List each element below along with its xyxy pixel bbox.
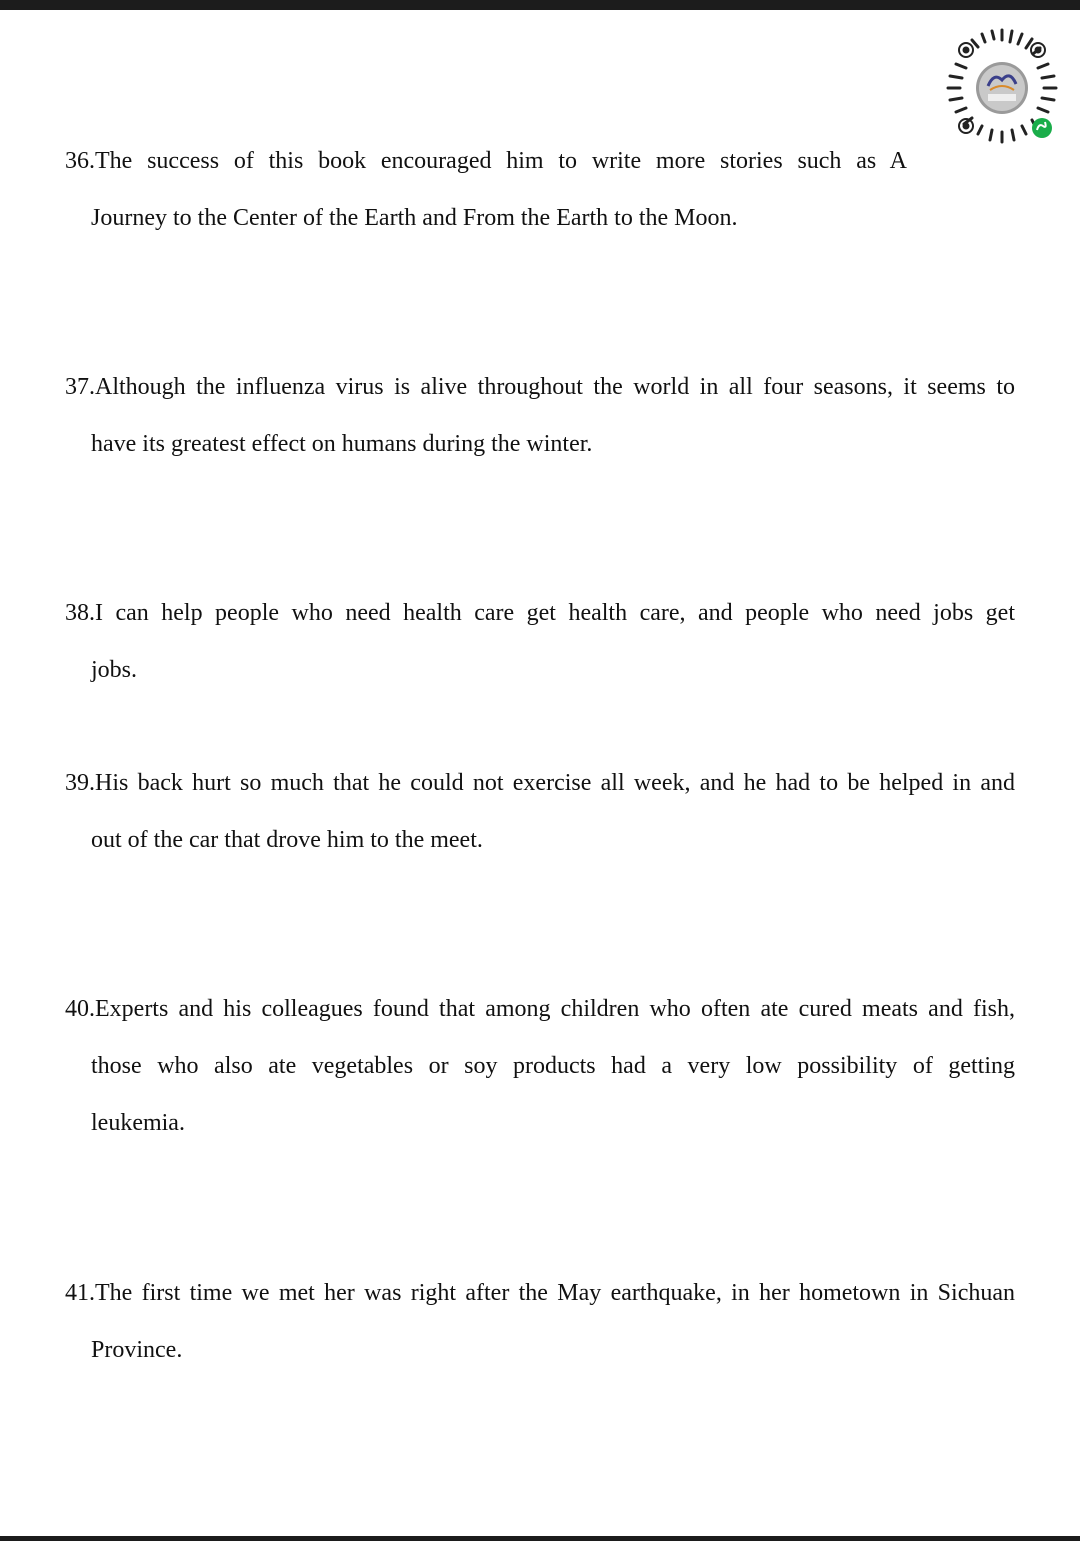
sentence-line: 41.The first time we met her was right after the May earthquake, in her hometown in Sichuan — [65, 1280, 1015, 1306]
sentence-line: out of the car that drove him to the meet. — [91, 827, 483, 853]
sentence-38 — [65, 585, 1015, 699]
sentence-line: Journey to the Center of the Earth and From the Earth to the Moon. — [91, 205, 738, 231]
sentence-line: those who also ate vegetables or soy products had a very low possibility of getting — [91, 1053, 1015, 1079]
top-border — [0, 0, 1080, 10]
sentence-line: 40.Experts and his colleagues found that among children who often ate cured meats and fish, — [65, 996, 1015, 1022]
sentence-line: 36.The success of this book encouraged him to write more stories such as A — [65, 148, 907, 174]
sentence-40 — [65, 981, 1015, 1152]
sentence-line: 37.Although the influenza virus is alive throughout the world in all four seasons, it seems to — [65, 374, 1015, 400]
sentence-line: 38.I can help people who need health care get health care, and people who need jobs get — [65, 600, 1015, 626]
sentence-line: Province. — [91, 1337, 183, 1363]
sentence-36 — [65, 133, 1015, 247]
sentence-line: leukemia. — [91, 1110, 185, 1136]
sentence-line: jobs. — [91, 657, 138, 683]
sentence-41 — [65, 1265, 1015, 1379]
sentence-37 — [65, 359, 1015, 473]
sentence-line: have its greatest effect on humans during the winter. — [91, 431, 593, 457]
sentence-39 — [65, 755, 1015, 869]
sentence-line: 39.His back hurt so much that he could not exercise all week, and he had to be helped in and — [65, 770, 1015, 796]
bottom-border — [0, 1536, 1080, 1541]
